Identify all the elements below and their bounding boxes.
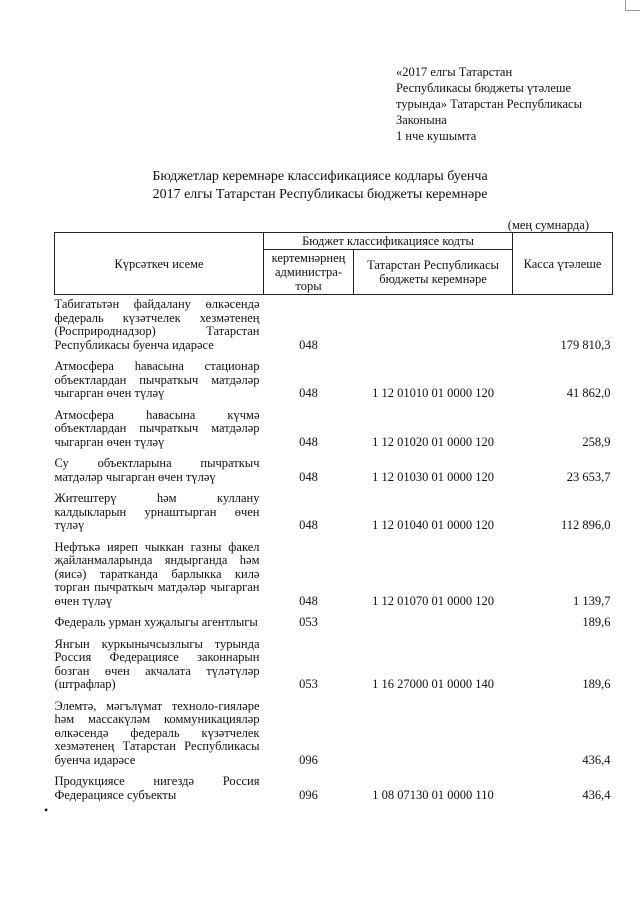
- row-code: 1 12 01040 01 0000 120: [372, 518, 494, 532]
- row-name: Атмосфера һавасына стационар объектлардан пычраткыч матдәләр чыгарган өчен түләү: [54, 359, 260, 400]
- row-amount: 179 810,3: [560, 337, 611, 352]
- row-code: 1 12 01020 01 0000 120: [372, 434, 494, 449]
- appendix-note: [396, 64, 626, 144]
- row-admin: 048: [299, 469, 318, 484]
- row-admin: 096: [299, 752, 318, 767]
- row-name: Су объектларына пычраткыч матдәләр чыгарган өчен түләү: [54, 456, 260, 484]
- row-name: Атмосфера һавасына күчмә объектлардан пычраткыч матдәләр чыгарган өчен түләү: [54, 407, 260, 449]
- row-admin: 048: [299, 593, 318, 608]
- row-amount: 436,4: [582, 752, 611, 767]
- row-admin: 048: [299, 337, 318, 352]
- row-code: 1 12 01030 01 0000 120: [372, 469, 494, 484]
- revenue-table: [54, 232, 613, 807]
- row-code: [354, 295, 513, 358]
- header-cash: Касса үтәлеше: [513, 233, 613, 295]
- table-row: [55, 635, 613, 697]
- row-name: Нефтькә ияреп чыккан газны факел җайланмаларында яндырганда һәм (яисә) таратканда барлыкка килә торган пычраткыч матдәләр чыгарган өчен түләү: [54, 539, 260, 608]
- table-header: [55, 233, 613, 295]
- row-name: Продукциясе нигездә Россия Федерациясе субъекты: [54, 774, 260, 802]
- header-indicator: Күрсәткеч исеме: [55, 233, 264, 295]
- document-title: [60, 168, 580, 204]
- table-row: [55, 454, 613, 489]
- table-row: [55, 613, 613, 635]
- table-row: [55, 406, 613, 455]
- header-admin: кертемнәрнең администра-торы: [264, 250, 354, 295]
- row-admin: 053: [299, 615, 318, 629]
- table-row: [55, 697, 613, 773]
- row-amount: 112 896,0: [560, 518, 611, 532]
- row-amount: 436,4: [582, 787, 611, 802]
- row-name: Табигатьтән файдалану өлкәсендә федераль күзәтчелек хезмәтенең (Росприроднадзор) Татарстан Республикасы буенча идарәсе: [54, 297, 260, 352]
- row-admin: 053: [299, 677, 318, 691]
- appendix-line: Республикасы бюджеты үтәлеше: [396, 81, 572, 95]
- scan-corner-mark: [625, 0, 640, 11]
- row-code: 1 12 01010 01 0000 120: [372, 386, 494, 400]
- header-classification-group: Бюджет классификациясе кодты: [264, 233, 513, 250]
- row-name: Федераль урман хуҗалыгы агентлыгы: [54, 615, 258, 629]
- table-body: [55, 295, 613, 808]
- row-code: 1 16 27000 01 0000 140: [372, 677, 494, 691]
- table-row: [55, 295, 613, 358]
- appendix-line: турында» Татарстан Республикасы: [396, 97, 582, 111]
- row-admin: 048: [299, 434, 318, 449]
- table-row: [55, 772, 613, 807]
- row-amount: 189,6: [582, 615, 611, 629]
- row-amount: 23 653,7: [566, 469, 611, 484]
- row-amount: 258,9: [582, 434, 611, 449]
- row-code: [354, 613, 513, 635]
- row-name: Янгын куркынычсызлыгы турында Россия Федерациясе законнарын бозган өчен акчалата түләтүләр (штрафлар): [54, 636, 260, 691]
- table-row: [55, 489, 613, 538]
- bullet-mark: •: [44, 803, 49, 817]
- row-name: Житештерү һәм куллану калдыкларын урнаштырган өчен түләү: [54, 491, 260, 532]
- row-code: 1 12 01070 01 0000 120: [372, 593, 494, 608]
- table-row: [55, 357, 613, 406]
- row-amount: 1 139,7: [573, 593, 611, 608]
- row-amount: 189,6: [582, 677, 611, 691]
- row-name: Элемтә, мәгълүмат техноло-гияләре һәм массакүләм коммуникацияләр өлкәсендә федераль күзәтчелек хезмәтенең Татарстан Республикасы буенча идарәсе: [54, 698, 260, 767]
- row-admin: 048: [299, 518, 318, 532]
- title-line-1: Бюджетлар керемнәре классификациясе кодлары буенча: [152, 169, 488, 184]
- appendix-line: 1 нче кушымта: [396, 129, 477, 143]
- row-code: [354, 697, 513, 773]
- header-revenue: Татарстан Республикасы бюджеты керемнәре: [354, 250, 513, 295]
- appendix-line: «2017 елгы Татарстан: [396, 65, 513, 79]
- table-row: [55, 538, 613, 614]
- appendix-line: Законына: [396, 113, 447, 127]
- row-code: 1 08 07130 01 0000 110: [372, 787, 494, 802]
- row-admin: 048: [299, 386, 318, 400]
- row-admin: 096: [299, 787, 318, 802]
- title-line-2: 2017 елгы Татарстан Республикасы бюджеты керемнәре: [152, 187, 488, 202]
- units-note: (мең сумнарда): [507, 218, 589, 232]
- row-amount: 41 862,0: [566, 386, 611, 400]
